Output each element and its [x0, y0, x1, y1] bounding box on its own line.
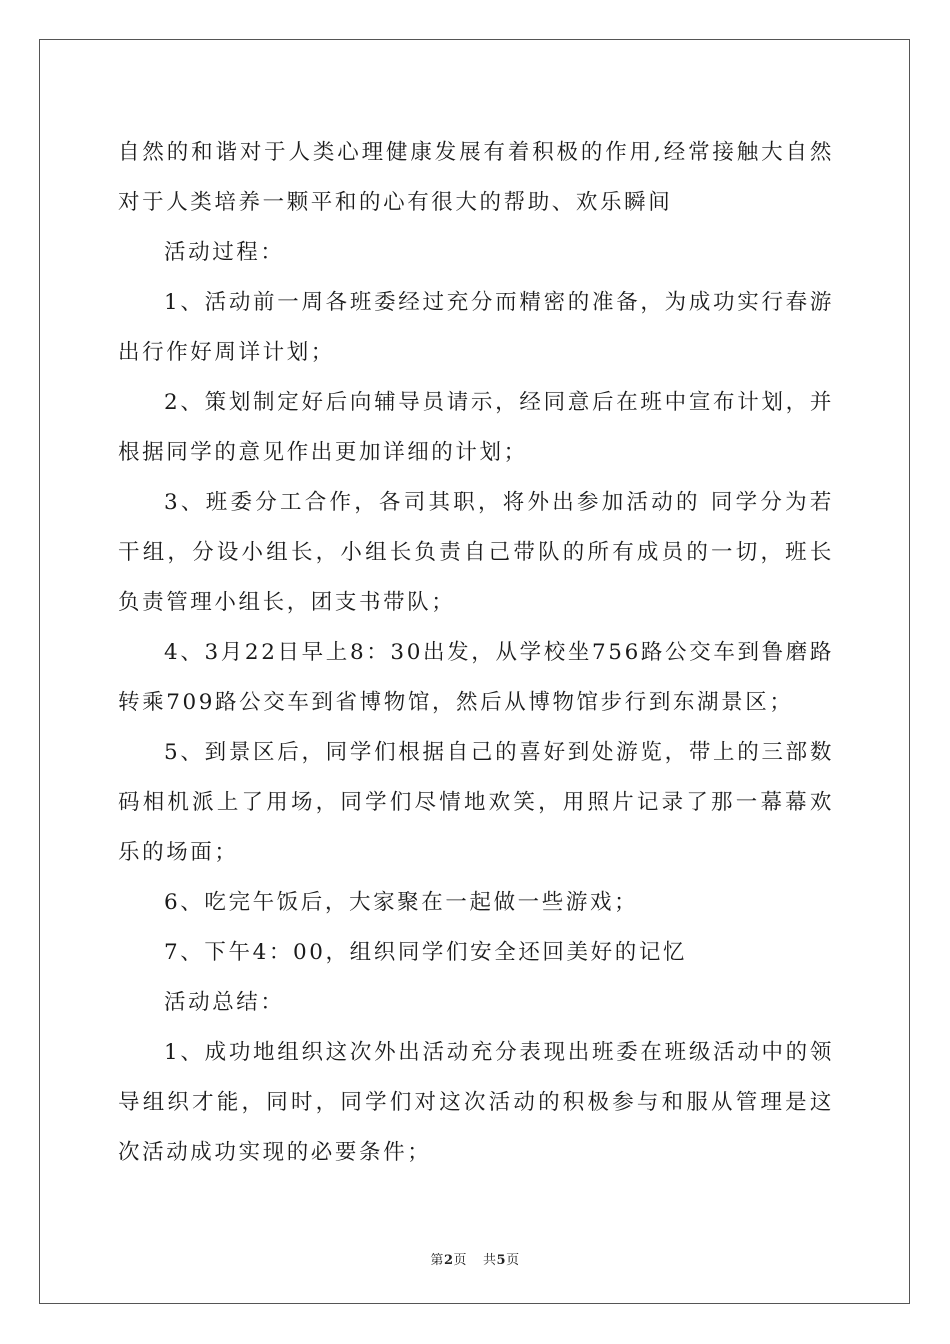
section-heading-process: 活动过程： — [164, 240, 285, 265]
process-item-2: 2、策划制定好后向辅导员请示，经同意后在班中宣布计划，并根据同学的意见作出更加详细的计划； — [118, 390, 834, 465]
page-number-label — [430, 1253, 467, 1268]
total-prefix: 共 — [483, 1253, 497, 1268]
process-item-6: 6、吃完午饭后，大家聚在一起做一些游戏； — [164, 890, 639, 915]
page-suffix: 页 — [453, 1253, 467, 1268]
process-item-3: 3、班委分工合作，各司其职，将外出参加活动的 同学分为若干组，分设小组长，小组长负责自己带队的所有成员的一切，班长负责管理小组长，团支书带队； — [118, 490, 834, 615]
summary-item-1: 1、成功地组织这次外出活动充分表现出班委在班级活动中的领导组织才能，同时，同学们对这次活动的积极参与和服从管理是这次活动成功实现的必要条件； — [118, 1040, 834, 1165]
section-heading-summary: 活动总结： — [164, 990, 285, 1015]
process-item-1: 1、活动前一周各班委经过充分而精密的准备，为成功实行春游出行作好周详计划； — [118, 290, 834, 365]
total-pages-label — [483, 1253, 520, 1268]
process-item-5: 5、到景区后，同学们根据自己的喜好到处游览，带上的三部数码相机派上了用场，同学们尽情地欢笑，用照片记录了那一幕幕欢乐的场面； — [118, 740, 834, 865]
process-item-7: 7、下午4：00，组织同学们安全还回美好的记忆 — [164, 940, 688, 965]
total-suffix: 页 — [506, 1253, 520, 1268]
total-pages: 5 — [496, 1253, 507, 1268]
process-item-4: 4、3月22日早上8：30出发，从学校坐756路公交车到鲁磨路转乘709路公交车到省博物馆，然后从博物馆步行到东湖景区； — [118, 640, 834, 715]
page-prefix: 第 — [430, 1253, 444, 1268]
page-number: 2 — [443, 1253, 454, 1268]
paragraph-intro: 自然的和谐对于人类心理健康发展有着积极的作用,经常接触大自然对于人类培养一颗平和的心有很大的帮助、欢乐瞬间 — [118, 140, 834, 215]
page-footer — [0, 1249, 950, 1268]
document-body — [118, 128, 834, 1178]
